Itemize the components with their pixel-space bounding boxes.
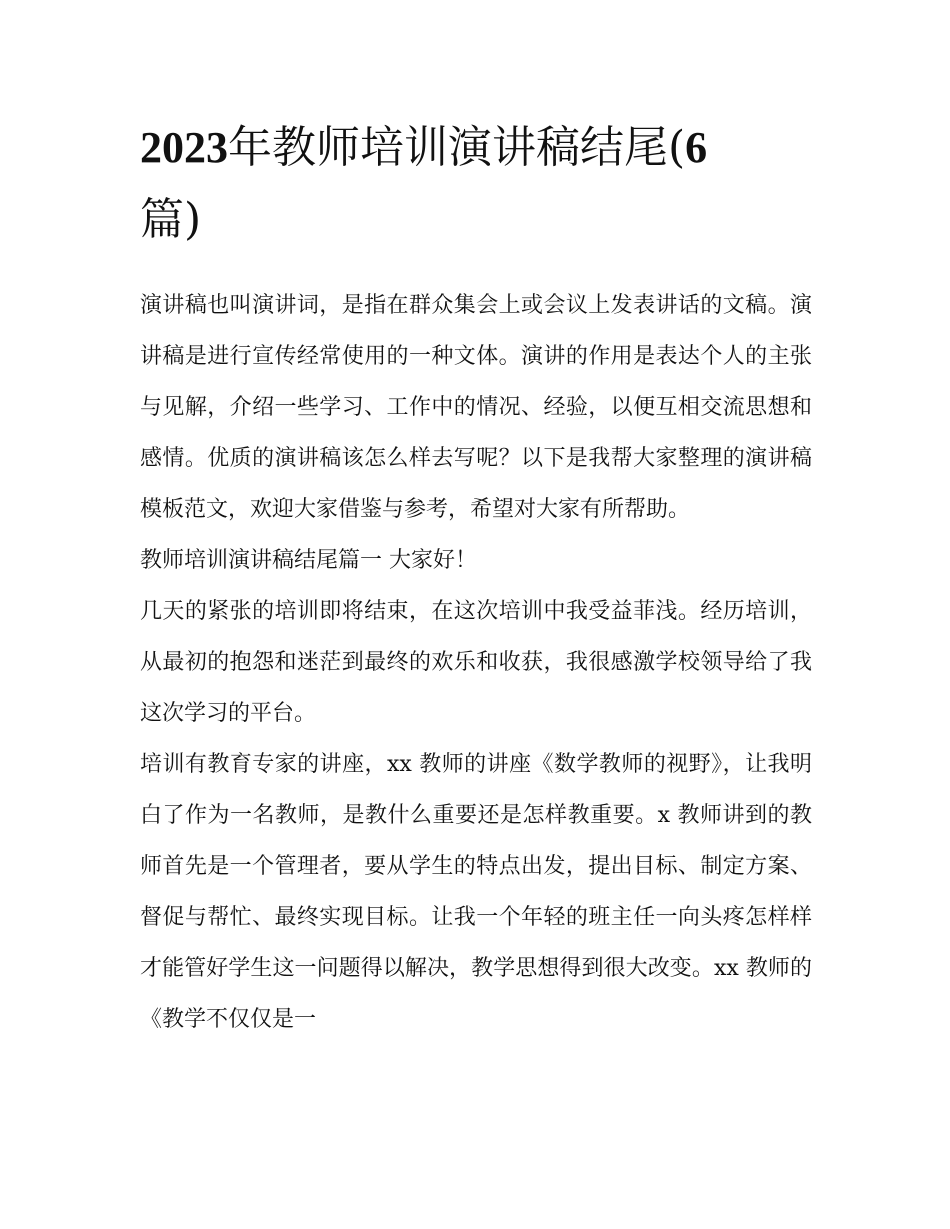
title-main: 年教师培训演讲稿结尾( [228, 122, 686, 173]
body-paragraph: 培训有教育专家的讲座，xx 教师的讲座《数学教师的视野》，让我明白了作为一名教师，是教什么重要还是怎样教重要。x 教师讲到的教师首先是一个管理者，要从学生的特点出发，提出目标、制定方案、督促与帮忙、最终实现目标。让我一个年轻的班主任一向头疼怎样样才能管好学生这一问题得以解决，教学思想得到很大改变。xx 教师的《教学不仅仅是一 [140, 752, 812, 1032]
title-count: 6 [685, 123, 708, 172]
intro-paragraph: 演讲稿也叫演讲词，是指在群众集会上或会议上发表讲话的文稿。演讲稿是进行宣传经常使用的一种文体。演讲的作用是表达个人的主张与见解，介绍一些学习、工作中的情况、经验，以便互相交流思想和感情。优质的演讲稿该怎么样去写呢？以下是我帮大家整理的演讲稿模板范文，欢迎大家借鉴与参考，希望对大家有所帮助。 [140, 293, 812, 522]
document-body [140, 280, 812, 1045]
section-heading: 教师培训演讲稿结尾篇一 大家好！ [140, 548, 477, 573]
document-title [140, 112, 812, 256]
title-year: 2023 [140, 123, 228, 172]
document-page [140, 112, 812, 1045]
title-suffix: 篇) [140, 194, 202, 245]
body-paragraph: 几天的紧张的培训即将结束，在这次培训中我受益菲浅。经历培训，从最初的抱怨和迷茫到最终的欢乐和收获，我很感激学校领导给了我这次学习的平台。 [140, 599, 812, 726]
